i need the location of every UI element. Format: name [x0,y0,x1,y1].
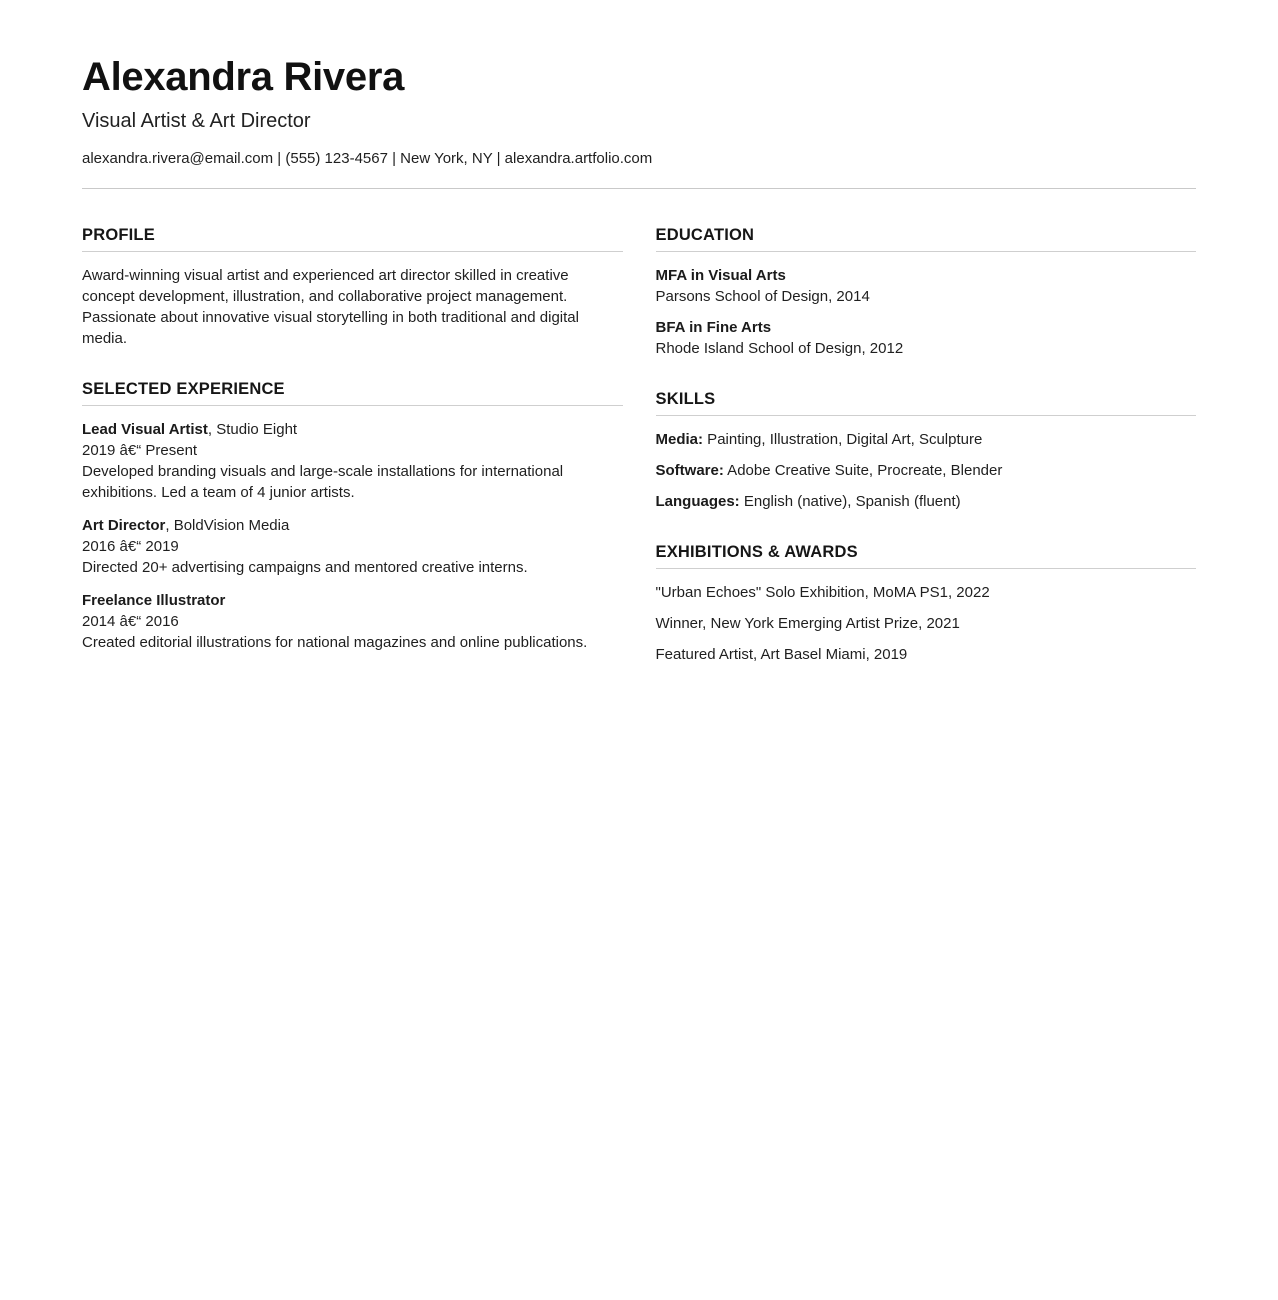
skill-label: Media: [655,431,704,448]
section-awards [656,543,1197,665]
job-company: , Studio Eight [207,421,298,438]
award-line: "Urban Echoes" Solo Exhibition, MoMA PS1, 2022 [655,584,990,601]
school-name: Rhode Island School of Design, 2012 [655,340,904,357]
education-entry [656,317,1197,359]
skill-line [656,429,1197,450]
job-description: Developed branding visuals and large-scale installations for international exhibitions. Led a team of 4 junior artists. [82,463,564,501]
header-divider [82,188,1196,189]
section-experience [82,380,623,653]
profile-heading: PROFILE [82,226,623,252]
degree-title: MFA in Visual Arts [655,267,786,284]
job-dates: 2014 â€“ 2016 [82,613,179,630]
job-role: Art Director [82,517,166,534]
experience-heading: SELECTED EXPERIENCE [82,380,623,406]
job-dates: 2016 â€“ 2019 [82,538,179,555]
section-skills [656,390,1197,512]
job-role: Lead Visual Artist [82,421,208,438]
job-dates: 2019 â€“ Present [82,442,198,459]
person-job-title: Visual Artist & Art Director [82,110,311,132]
skill-value: English (native), Spanish (fluent) [739,493,961,510]
job-title-line [82,590,623,611]
skill-line [656,460,1197,481]
profile-text: Award-winning visual artist and experienced art director skilled in creative concept development, illustration, and collaborative project management. Passionate about innovative visual storytelling in both traditional and digital media. [82,267,579,347]
person-name: Alexandra Rivera [82,55,405,99]
left-column [82,226,623,665]
awards-heading: EXHIBITIONS & AWARDS [656,543,1197,569]
section-profile [82,226,623,349]
job-company: , BoldVision Media [165,517,290,534]
section-education [656,226,1197,359]
school-name: Parsons School of Design, 2014 [655,288,870,305]
degree-title: BFA in Fine Arts [655,319,772,336]
education-heading: EDUCATION [656,226,1197,252]
resume-columns [82,226,1196,665]
resume-header [82,54,1196,167]
skill-value: Adobe Creative Suite, Procreate, Blender [723,462,1003,479]
job-description: Created editorial illustrations for national magazines and online publications. [82,634,588,651]
experience-entry [82,590,623,653]
skill-label: Languages: [655,493,740,510]
job-title-line [82,515,623,536]
right-column [656,226,1197,665]
skill-label: Software: [655,462,724,479]
award-line: Winner, New York Emerging Artist Prize, 2021 [655,615,960,632]
experience-entry [82,419,623,503]
degree-name [656,265,1197,286]
skill-value: Painting, Illustration, Digital Art, Sculpture [703,431,983,448]
degree-name [656,317,1197,338]
experience-entry [82,515,623,578]
skill-line [656,491,1197,512]
education-entry [656,265,1197,307]
job-role: Freelance Illustrator [82,592,226,609]
contact-line: alexandra.rivera@email.com | (555) 123-4567 | New York, NY | alexandra.artfolio.com [82,150,653,167]
job-title-line [82,419,623,440]
job-description: Directed 20+ advertising campaigns and mentored creative interns. [82,559,528,576]
award-line: Featured Artist, Art Basel Miami, 2019 [655,646,908,663]
skills-heading: SKILLS [656,390,1197,416]
